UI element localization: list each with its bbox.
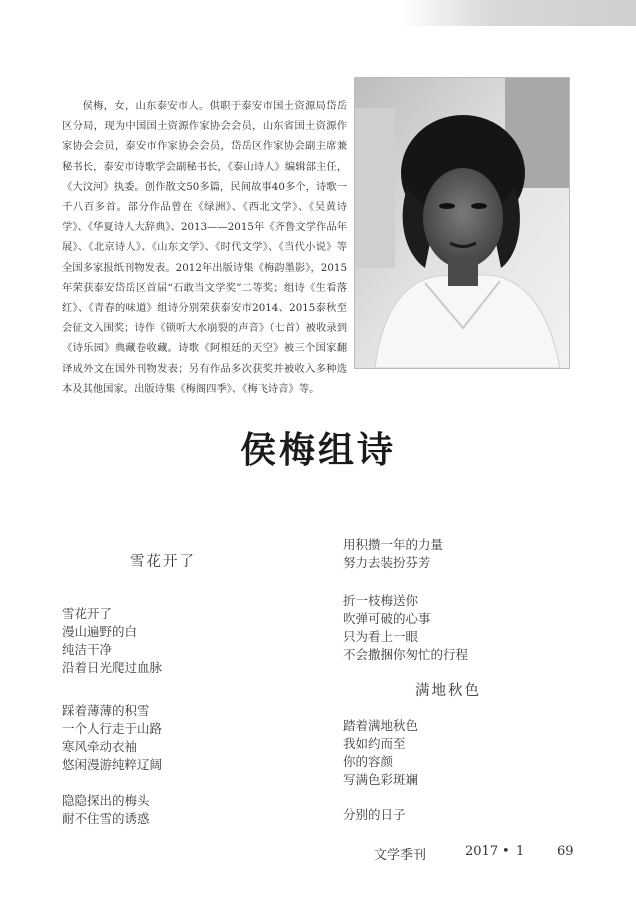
poem-line: 沿着日光爬过血脉 [62,660,163,675]
poem-line: 踩着薄薄的积雪 [62,703,150,718]
poem2-title-wrap [343,682,593,700]
poem-line: 纯洁干净 [62,642,113,657]
poem-line: 悠闲漫游纯粹辽阔 [62,757,163,772]
poem-line: 只为看上一眼 [343,629,419,644]
poem1-title-wrap [62,553,262,571]
poem-line: 隐隐探出的梅头 [62,793,150,808]
poem2-title: 满地秋色 [415,683,481,699]
issue-year: 2017 [465,844,499,859]
poem-line: 一个人行走于山路 [62,721,163,736]
poem2-stanza-2 [343,806,406,824]
poem-line: 踏着满地秋色 [343,718,419,733]
poem-line: 写满色彩斑斓 [343,772,419,787]
scan-shadow [400,0,636,26]
poem-line: 吹弹可破的心事 [343,611,431,626]
poem1-title: 雪花开了 [130,554,196,570]
right-stanza-1 [343,536,443,572]
portrait-photo-icon [355,78,569,368]
poem-line: 折一枝梅送你 [343,593,419,608]
author-photo [354,77,570,369]
page-number: 69 [557,844,574,859]
issue-number: 1 [516,844,525,859]
poem1-stanza-1 [62,605,162,677]
right-stanza-2 [343,592,468,664]
poem-line: 不会撒捆你匆忙的行程 [343,647,469,662]
poem-line: 用积攒一年的力量 [343,537,444,552]
poem-line: 努力去装扮芬芳 [343,555,431,570]
poem-line: 雪花开了 [62,606,113,621]
poem1-stanza-3 [62,792,150,828]
poem1-stanza-2 [62,702,162,774]
poem-line: 我如约而至 [343,736,406,751]
poem-line: 你的容颜 [343,754,394,769]
issue-separator: • [502,844,510,859]
journal-name: 文学季刊 [374,848,427,863]
poem-line: 寒风牵动衣袖 [62,739,138,754]
poem-line: 分别的日子 [343,807,406,822]
bio-text: 侯梅，女，山东泰安市人。供职于泰安市国土资源局岱岳区分局，现为中国国土资源作家协会会员，山东省国土资源作家协会会员，泰安市作家协会会员，岱岳区作家协会副主席兼秘书长，泰安市诗歌学会副秘书长，《泰山诗人》编辑部主任，《大汶河》执委。创作散文50多篇，民间故事40多个，诗歌一千八百多首。部分作品曾在《绿洲》、《西北文学》、《吴黄诗学》、《华夏诗人大辞典》、2013——2015年《齐鲁文学作品年展》、《北京诗人》、《山东文学》、《时代文学》、《当代小说》等全国多家报纸刊物发表。2012年出版诗集《梅韵墨影》，2015年荣获泰安岱岳区首届“石敢当文学奖”二等奖；组诗《生看落红》、《青春的味道》组诗分别荣获泰安市2014、2015泰秋至会征文入围奖；诗作《锁听大水崩裂的声音》（七首）被收录到《诗乐园》典藏卷收藏。诗歌《阿根廷的天空》被三个国家翻译成外文在国外刊物发表；另有作品多次获奖并被收入多种选本及其他国家。出版诗集《梅阁四季》、《梅飞诗音》等。 [62,100,347,395]
page-title: 侯梅组诗 [239,430,396,471]
author-bio [62,96,347,399]
poem-line: 耐不住雪的诱惑 [62,811,150,826]
poem-line: 漫山遍野的白 [62,624,138,639]
poem2-stanza-1 [343,717,418,789]
